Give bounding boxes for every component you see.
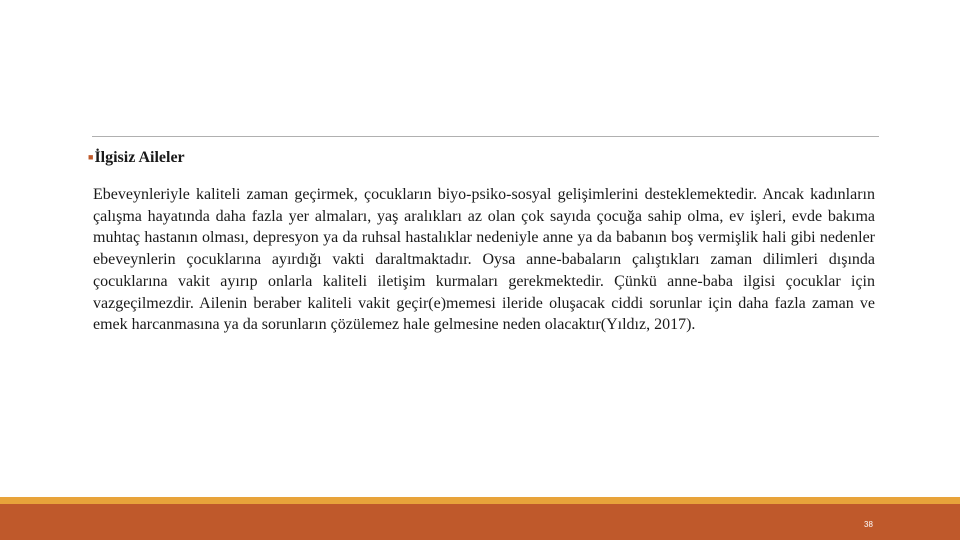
page-number: 38	[864, 520, 873, 529]
slide-heading-text: İlgisiz Aileler	[94, 149, 185, 166]
title-divider-line	[92, 136, 879, 137]
footer-accent-band	[0, 497, 960, 504]
footer-bar	[0, 504, 960, 540]
slide-body-paragraph: Ebeveynleriyle kaliteli zaman geçirmek, çocukların biyo-psiko-sosyal gelişimlerini desteklemektedir. Ancak kadınların çalışma hayatında daha fazla yer almaları, yaş aralıkları az olan çok sayıda çocuğa sahip olma, ev işleri, evde bakıma muhtaç hastanın olması, depresyon ya da ruhsal hastalıklar nedeniyle anne ya da babanın boş vermişlik hali gibi nedenler ebeveynlerin çocuklarına ayırdığı vakti daraltmaktadır. Oysa anne-babaların çalıştıkları zaman dilimleri dışında çocuklarına vakit ayırıp onlarla kaliteli iletişim kurmaları gerekmektedir. Çünkü anne-baba ilgisi çocuklar için vazgeçilmezdir. Ailenin beraber kaliteli vakit geçir(e)memesi ileride oluşacak ciddi sorunlar için daha fazla zaman ve emek harcanmasına ya da sorunların çözülemez hale gelmesine neden olacaktır(Yıldız, 2017).	[93, 186, 875, 334]
slide-heading	[88, 149, 185, 167]
square-bullet-icon: ■	[88, 152, 94, 162]
